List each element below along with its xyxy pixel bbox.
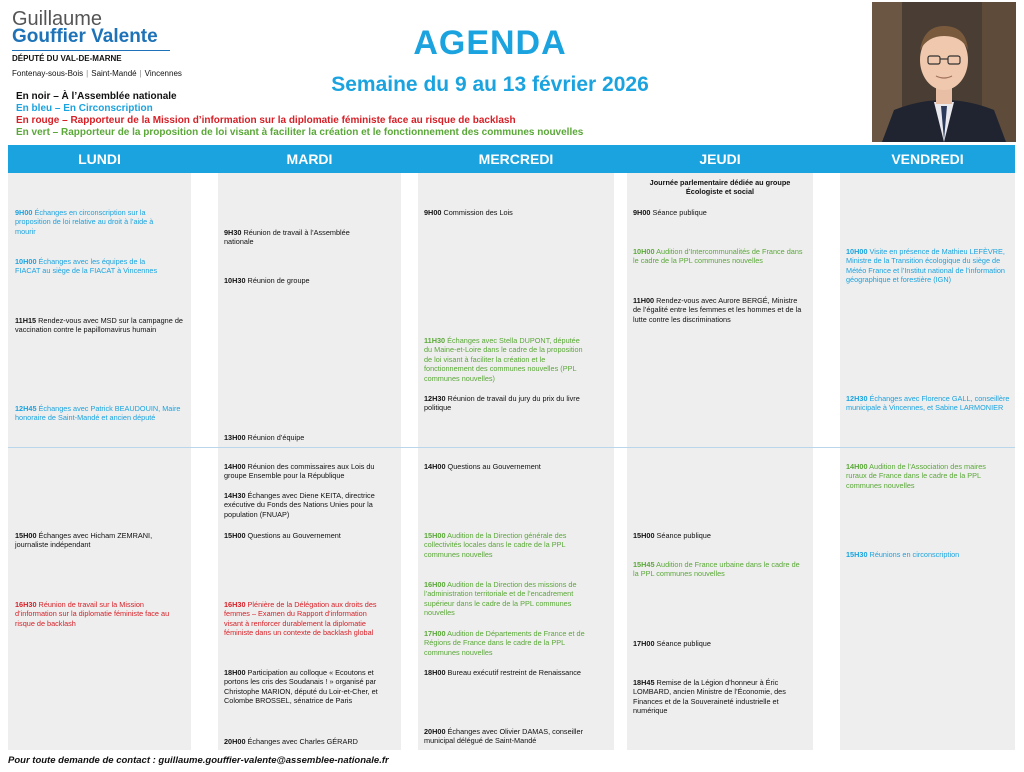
day-header-mardi: MARDI [286, 151, 333, 167]
event: 18H45 Remise de la Légion d’honneur à Éric LOMBARD, ancien Ministre de l’Économie, des Finances et de la Souveraineté industrielle et numérique [633, 678, 786, 716]
day-header-lundi: LUNDI [78, 151, 121, 167]
town: Vincennes [144, 69, 182, 78]
town: Saint-Mandé [91, 69, 137, 78]
event: 18H00 Bureau exécutif restreint de Renaissance [424, 668, 581, 677]
event: 15H00 Questions au Gouvernement [224, 531, 341, 540]
contact-footer: Pour toute demande de contact : guillaume.gouffier-valente@assemblee-nationale.fr [8, 755, 389, 766]
event: 10H00 Visite en présence de Mathieu LEFÈVRE, Ministre de la Transition écologique du siège de Météo France et l’Institut national de l’information géographique et forestière (IGN) [846, 247, 1005, 285]
event: 16H30 Plénière de la Délégation aux droits des femmes – Examen du Rapport d’information visant à renforcer durablement la diplomatie féministe dans un contexte de backlash global [224, 600, 377, 638]
event: 12H45 Échanges avec Patrick BEAUDOUIN, Maire honoraire de Saint-Mandé et ancien député [15, 404, 181, 423]
event: 20H00 Échanges avec Olivier DAMAS, conseiller municipal délégué de Saint-Mandé [424, 727, 583, 746]
event: 17H00 Séance publique [633, 639, 711, 648]
event: 20H00 Échanges avec Charles GÉRARD [224, 737, 358, 746]
logo-towns: Fontenay-sous-Bois | Saint-Mandé | Vincennes [12, 69, 182, 78]
day-header-jeudi: JEUDI [699, 151, 741, 167]
event: 11H15 Rendez-vous avec MSD sur la campagne de vaccination contre le papillomavirus humain [15, 316, 183, 335]
logo-role: DÉPUTÉ DU VAL-DE-MARNE [12, 54, 122, 63]
event: 14H00 Audition de l’Association des maires ruraux de France dans le cadre de la PPL communes nouvelles [846, 462, 986, 490]
event: 9H30 Réunion de travail à l’Assemblée nationale [224, 228, 350, 247]
legend-line: En rouge – Rapporteur de la Mission d’information sur la diplomatie féministe face au risque de backlash [16, 115, 516, 126]
event: 11H00 Rendez-vous avec Aurore BERGÉ, Ministre de l’égalité entre les femmes et les hommes et de la lutte contre les discriminations [633, 296, 802, 324]
event: 15H00 Séance publique [633, 531, 711, 540]
event: 10H00 Échanges avec les équipes de la FIACAT au siège de la FIACAT à Vincennes [15, 257, 158, 276]
logo-divider [12, 50, 170, 51]
event: 15H00 Échanges avec Hicham ZEMRANI, journaliste indépendant [15, 531, 153, 550]
event: 11H30 Échanges avec Stella DUPONT, députée du Maine-et-Loire dans le cadre de la proposition de loi visant à faciliter la création et le fonctionnement des communes nouvelles (PPL communes nouvelles) [424, 336, 583, 383]
event: 12H30 Réunion de travail du jury du prix du livre politique [424, 394, 580, 413]
event: 14H30 Échanges avec Diene KEITA, directrice exécutive du Fonds des Nations Unies pour la population (FNUAP) [224, 491, 375, 519]
legend-line: En vert – Rapporteur de la proposition de loi visant à faciliter la création et le fonctionnement des communes nouvelles [16, 127, 584, 138]
event: 14H00 Questions au Gouvernement [424, 462, 541, 471]
logo-first-name: Guillaume [12, 8, 103, 30]
event: 15H30 Réunions en circonscription [846, 550, 960, 559]
event: 16H30 Réunion de travail sur la Mission d’information sur la diplomatie féministe face au risque de backlash [15, 600, 170, 628]
event: 12H30 Échanges avec Florence GALL, conseillère municipale à Vincennes, et Sabine LARMONIER [846, 394, 1010, 413]
event: 16H00 Audition de la Direction des missions de l’administration territoriale et de l’encadrement supérieur dans le cadre de la PPL communes nouvelles [424, 580, 577, 618]
logo-last-name: Gouffier Valente [12, 26, 158, 47]
event: 15H00 Audition de la Direction générale des collectivités locales dans le cadre de la PPL communes nouvelles [424, 531, 567, 559]
legend-line: En noir – À l’Assemblée nationale [16, 91, 177, 102]
event: 14H00 Réunion des commissaires aux Lois du groupe Ensemble pour la République [224, 462, 375, 481]
event: 9H00 Commission des Lois [424, 208, 513, 217]
event: 10H00 Audition d’Intercommunalités de France dans le cadre de la PPL communes nouvelles [633, 247, 803, 266]
day-header-vendredi: VENDREDI [891, 151, 964, 167]
event: 10H30 Réunion de groupe [224, 276, 310, 285]
deputy-portrait [872, 2, 1016, 142]
event: 9H00 Séance publique [633, 208, 707, 217]
legend-line: En bleu – En Circonscription [16, 103, 153, 114]
midday-divider [8, 447, 1015, 448]
day-header-mercredi: MERCREDI [478, 151, 554, 167]
event: 18H00 Participation au colloque « Ecoutons et portons les cris des Soudanais ! » organisé par Christophe MARION, député du Loir-et-Cher, et Colombe BROSSEL, sénatrice de Paris [224, 668, 378, 706]
event: 9H00 Échanges en circonscription sur la proposition de loi relative au droit à l’aide à mourir [15, 208, 154, 236]
event: 13H00 Réunion d’équipe [224, 433, 305, 442]
page-title: AGENDA [413, 24, 567, 62]
portrait-illustration [872, 2, 1016, 142]
event: 17H00 Audition de Départements de France et de Régions de France dans le cadre de la PPL communes nouvelles [424, 629, 585, 657]
jeudi-note: Journée parlementaire dédiée au groupe Écologiste et social [649, 178, 791, 197]
town: Fontenay-sous-Bois [12, 69, 84, 78]
page-subtitle: Semaine du 9 au 13 février 2026 [331, 73, 649, 96]
event: 15H45 Audition de France urbaine dans le cadre de la PPL communes nouvelles [633, 560, 800, 579]
